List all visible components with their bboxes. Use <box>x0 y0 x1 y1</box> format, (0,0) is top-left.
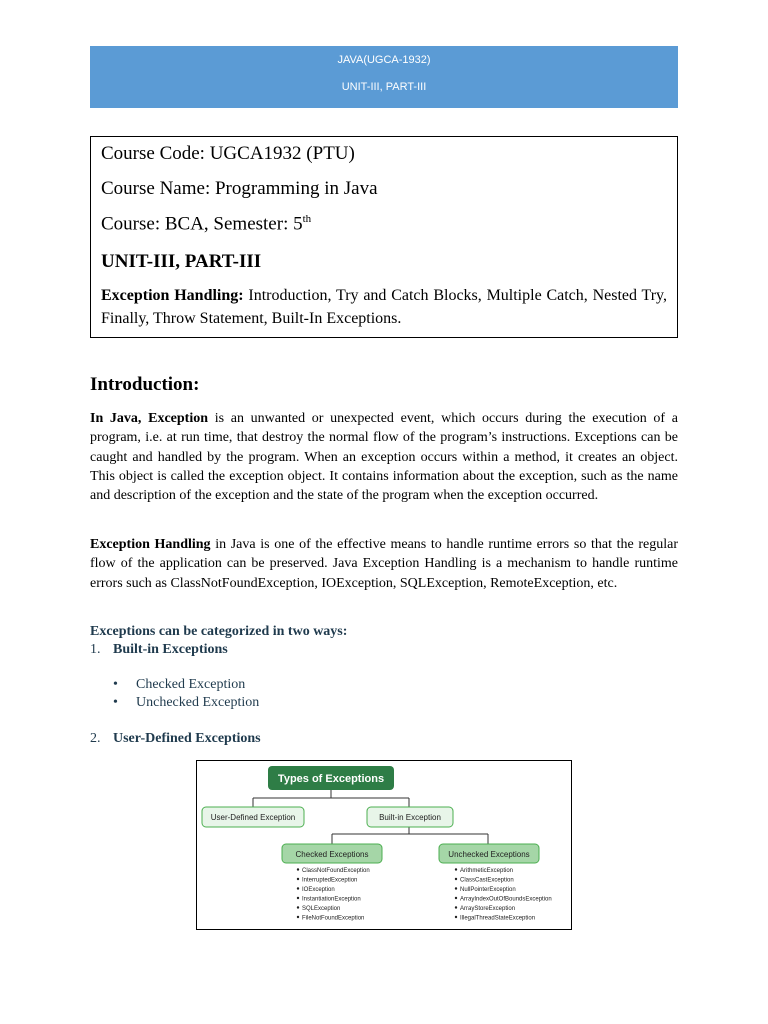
unchecked-exception-item: ClassCastException <box>460 877 514 884</box>
course-code: Course Code: UGCA1932 (PTU) <box>101 143 355 164</box>
header-unit-title: UNIT-III, PART-III <box>341 81 427 93</box>
checked-exception-item: SQLException <box>302 906 341 912</box>
category-item-number: 1. <box>90 642 101 657</box>
header-course-title: JAVA(UGCA-1932) <box>337 54 431 66</box>
diagram-checked-list <box>297 868 370 922</box>
unchecked-exception-item: ArrayStoreException <box>460 906 516 912</box>
exception-types-diagram <box>196 760 572 930</box>
diagram-user-defined-label: User-Defined Exception <box>210 813 296 822</box>
categories-heading: Exceptions can be categorized in two ways: <box>90 624 348 639</box>
diagram-checked-label: Checked Exceptions <box>295 850 369 859</box>
diagram-root-label: Types of Exceptions <box>277 773 385 785</box>
introduction-title: Introduction: <box>90 374 200 395</box>
para1-bold-lead: In Java, Exception <box>90 411 209 426</box>
course-semester <box>101 213 311 235</box>
checked-exception-item: FileNotFoundException <box>302 915 365 922</box>
category-item-user-defined <box>90 731 261 747</box>
topics-paragraph <box>101 284 667 330</box>
topics-label: Exception Handling: <box>101 287 244 304</box>
course-name: Course Name: Programming in Java <box>101 178 378 199</box>
checked-exception-item: ClassNotFoundException <box>302 868 370 874</box>
semester-suffix: th <box>302 213 312 225</box>
para2-text: in Java is one of the effective means to handle runtime errors so that the regular flow of the application can be preserved. Java Exception Handling is a mechanism to handle runtime errors such as ClassNotFoundException, IOException, SQLException, RemoteException, etc. <box>90 537 678 591</box>
para1-text: is an unwanted or unexpected event, which occurs during the execution of a program, i.e. at run time, that destroy the normal flow of the program’s instructions. Exceptions can be caught and handled by the program. When an exception occurs within a method, it creates an object. This object is called the exception object. It contains information about the exception, such as the name and description of the exception and the state of the program when the exception occurred. <box>90 411 678 504</box>
bullet-glyph: • <box>113 695 118 710</box>
introduction-paragraph-2 <box>90 535 678 593</box>
topics-text: Introduction, Try and Catch Blocks, Multiple Catch, Nested Try, Finally, Throw Statement, Built-In Exceptions. <box>101 287 668 327</box>
bullet-item-checked <box>113 677 245 693</box>
unchecked-exception-item: IllegalThreadStateException <box>460 915 536 922</box>
para2-bold-lead: Exception Handling <box>90 537 211 552</box>
diagram-unchecked-label: Unchecked Exceptions <box>448 850 530 859</box>
introduction-paragraph-1 <box>90 409 678 505</box>
bullet-text: Checked Exception <box>136 677 246 692</box>
course-semester-text: Course: BCA, Semester: 5 <box>101 213 303 235</box>
bullet-text: Unchecked Exception <box>136 695 260 710</box>
category-item-built-in <box>90 642 228 658</box>
checked-exception-item: InstantiationException <box>302 896 361 903</box>
unchecked-exception-item: ArrayIndexOutOfBoundsException <box>460 896 552 903</box>
category-item-text: User-Defined Exceptions <box>113 731 261 746</box>
diagram-unchecked-list <box>455 868 552 922</box>
course-info-box <box>90 136 678 338</box>
unchecked-exception-item: NullPointerException <box>460 887 516 893</box>
diagram-built-in-label: Built-in Exception <box>379 813 441 822</box>
unchecked-exception-item: ArithmeticException <box>460 868 514 874</box>
unit-heading: UNIT-III, PART-III <box>101 251 262 272</box>
category-item-number: 2. <box>90 731 101 746</box>
category-item-text: Built-in Exceptions <box>113 642 228 657</box>
document-header-band <box>90 46 678 108</box>
bullet-glyph: • <box>113 677 118 692</box>
checked-exception-item: IOException <box>302 887 335 893</box>
checked-exception-item: InterruptedException <box>302 877 358 884</box>
bullet-item-unchecked <box>113 695 259 711</box>
